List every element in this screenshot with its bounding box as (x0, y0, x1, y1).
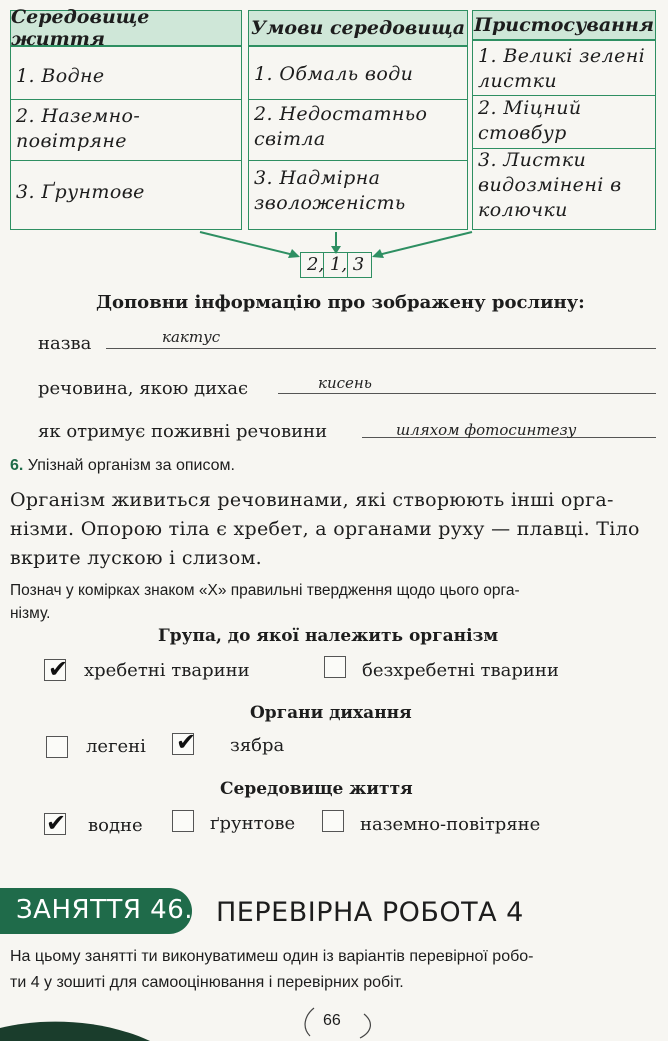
lesson-text-line: На цьому занятті ти виконуватимеш один із варіантів перевірної робо- (10, 948, 534, 965)
checkbox-invertebrates[interactable] (324, 656, 346, 678)
option-aquatic: водне (88, 815, 143, 836)
answer-box (300, 252, 372, 278)
table-cell: 2. Наземно-повітряне (16, 105, 141, 152)
table-cell: 2. Недостатньо світла (254, 103, 428, 150)
lesson-label: ЗАНЯТТЯ 46. (16, 895, 194, 925)
field-label-respiration: речовина, якою дихає (38, 378, 249, 399)
instruction-line: нізму. (10, 605, 51, 622)
field-value-name: кактус (162, 328, 221, 346)
table-header-habitat: Середовище життя (10, 10, 242, 46)
field-value-nutrition: шляхом фотосинтезу (396, 421, 577, 439)
description-line: вкрите лускою і слизом. (10, 547, 262, 569)
group-title-respiration: Органи дихання (250, 703, 412, 723)
answer-line (278, 393, 656, 394)
table-cell: 3. Надмірна зволоженість (254, 167, 406, 214)
plant-heading: Доповни інформацію про зображену рослину: (96, 292, 585, 313)
option-soil: ґрунтове (210, 813, 296, 834)
field-value-respiration: кисень (318, 374, 372, 392)
description-line: Організм живиться речовинами, які створюють інші орга- (10, 489, 614, 511)
checkbox-lungs[interactable] (46, 736, 68, 758)
group-title-organism-group: Група, до якої належить організм (158, 626, 499, 646)
check-mark-icon: ✔ (46, 809, 67, 837)
task-number: 6. (10, 457, 24, 474)
task-6-instruction (10, 457, 235, 475)
option-gills: зябра (230, 735, 285, 756)
description-line: нізми. Опорою тіла є хребет, а органами руху — плавці. Тіло (10, 518, 640, 540)
option-invertebrates: безхребетні тварини (362, 660, 559, 681)
checkbox-soil[interactable] (172, 810, 194, 832)
answer-sequence: 2, 1, 3 (307, 254, 365, 275)
option-ground-air: наземно-повітряне (360, 814, 541, 835)
organism-description (10, 486, 640, 573)
corner-decoration (0, 1010, 160, 1041)
field-label-nutrition: як отримує поживні речовини (38, 421, 328, 442)
check-mark-icon: ✔ (176, 728, 197, 756)
table-cell: 3. Ґрунтове (16, 181, 145, 203)
check-mark-icon: ✔ (48, 655, 69, 683)
table-header-adaptation: Пристосування (472, 10, 656, 40)
answer-line (106, 348, 656, 349)
table-cell: 1. Великі зелені листки (478, 45, 646, 92)
lesson-text (10, 944, 533, 996)
table-header-conditions: Умови середовища (248, 10, 468, 46)
field-label-name: назва (38, 333, 92, 354)
instruction-line: Познач у комірках знаком «Х» правильні твердження щодо цього орга- (10, 582, 520, 599)
arrows-to-answer (0, 0, 668, 290)
option-lungs: легені (86, 736, 146, 757)
checkbox-ground-air[interactable] (322, 810, 344, 832)
task-instruction-text: Упізнай організм за описом. (27, 457, 235, 474)
option-vertebrates: хребетні тварини (84, 660, 250, 681)
mark-instruction (10, 579, 520, 625)
lesson-title: ПЕРЕВІРНА РОБОТА 4 (216, 897, 524, 928)
group-title-habitat: Середовище життя (220, 779, 413, 799)
table-cell: 3. Листки видозмінені в колючки (478, 149, 622, 221)
table-cell: 1. Водне (16, 65, 105, 87)
lesson-text-line: ти 4 у зошиті для самооцінювання і перевірних робіт. (10, 974, 404, 991)
table-cell: 1. Обмаль води (254, 63, 414, 85)
table-cell: 2. Міцний стовбур (478, 97, 582, 144)
page-number: 66 (323, 1012, 341, 1029)
